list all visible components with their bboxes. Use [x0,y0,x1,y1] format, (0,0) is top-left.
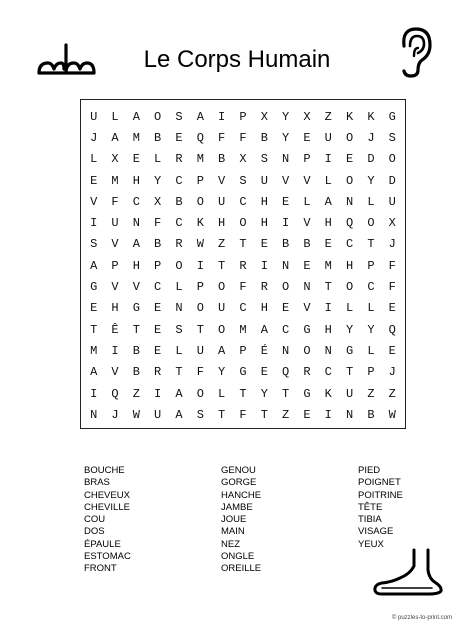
grid-cell: P [111,258,119,273]
grid-cell: Y [218,365,226,380]
grid-cell: F [388,258,396,273]
word-item: COU [84,514,106,526]
grid-cell: T [90,322,98,337]
grid-cell: E [154,322,162,337]
grid-cell: F [111,194,119,209]
grid-cell: N [324,343,332,358]
grid-cell: Y [282,130,290,145]
grid-cell: V [218,173,226,188]
grid-cell: U [154,407,162,422]
grid-cell: H [260,194,268,209]
grid-cell: O [175,258,183,273]
grid-cell: G [303,386,311,401]
grid-cell: B [132,343,140,358]
grid-cell: L [367,194,375,209]
grid-cell: L [346,301,354,316]
grid-cell: C [282,322,290,337]
grid-cell: T [239,386,247,401]
grid-cell: X [111,152,119,167]
grid-cell: I [90,386,98,401]
word-item: TÊTE [358,501,383,513]
grid-cell: O [218,280,226,295]
grid-cell: B [367,407,375,422]
grid-row [83,298,403,319]
grid-cell: V [303,301,311,316]
grid-cell: M [132,130,140,145]
grid-cell: N [303,280,311,295]
word-item: DOS [84,526,105,538]
grid-cell: B [154,237,162,252]
grid-cell: T [260,407,268,422]
grid-cell: U [90,109,98,124]
grid-cell: E [303,258,311,273]
grid-cell: Y [260,386,268,401]
grid-cell: B [154,130,162,145]
word-item: ÉPAULE [84,538,121,550]
grid-row [83,276,403,297]
grid-cell: B [175,194,183,209]
grid-cell: U [346,386,354,401]
grid-cell: S [175,109,183,124]
grid-cell: N [175,301,183,316]
word-item: ESTOMAC [84,551,131,563]
grid-cell: C [239,194,247,209]
grid-cell: V [90,194,98,209]
grid-cell: O [346,130,354,145]
grid-cell: T [218,258,226,273]
grid-cell: O [154,109,162,124]
word-item: CHEVILLE [84,501,130,513]
grid-cell: O [218,322,226,337]
grid-cell: U [260,173,268,188]
grid-cell: E [260,237,268,252]
grid-cell: F [388,280,396,295]
grid-cell: I [218,109,226,124]
grid-cell: L [175,280,183,295]
grid-cell: M [111,173,119,188]
grid-cell: H [324,216,332,231]
grid-row [83,170,403,191]
grid-row [83,234,403,255]
grid-cell: S [260,152,268,167]
grid-cell: I [196,258,204,273]
grid-cell: C [239,301,247,316]
grid-row [83,362,403,383]
word-item: ONGLE [221,551,255,563]
grid-cell: F [239,407,247,422]
grid-cell: L [111,109,119,124]
grid-cell: I [324,301,332,316]
grid-cell: E [90,301,98,316]
grid-row [83,404,403,425]
grid-cell: I [282,216,290,231]
grid-cell: O [346,280,354,295]
grid-cell: A [196,109,204,124]
grid-cell: N [346,194,354,209]
grid-cell: Y [367,322,375,337]
grid-cell: Z [282,407,290,422]
grid-cell: B [260,130,268,145]
grid-cell: E [324,237,332,252]
grid-cell: E [282,301,290,316]
grid-cell: A [111,130,119,145]
grid-cell: B [303,237,311,252]
word-list-column-3 [358,465,403,551]
word-item: BRAS [84,477,110,489]
grid-cell: T [175,365,183,380]
grid-cell: J [111,407,119,422]
word-item: GORGE [221,477,257,489]
grid-cell: A [260,322,268,337]
grid-cell: Q [196,130,204,145]
grid-cell: E [388,301,396,316]
grid-cell: A [132,109,140,124]
grid-cell: X [239,152,247,167]
grid-cell: C [346,237,354,252]
grid-cell: U [196,343,204,358]
grid-cell: P [367,258,375,273]
grid-cell: M [239,322,247,337]
word-item: NEZ [221,538,240,550]
grid-cell: H [111,301,119,316]
grid-cell: X [388,216,396,231]
grid-cell: X [260,109,268,124]
grid-cell: L [218,386,226,401]
lips-icon [36,43,98,79]
grid-cell: S [175,322,183,337]
grid-cell: I [260,258,268,273]
grid-cell: L [324,173,332,188]
grid-cell: S [388,130,396,145]
grid-row [83,191,403,212]
word-item: YEUX [358,538,384,550]
grid-cell: G [239,365,247,380]
grid-cell: G [388,109,396,124]
grid-cell: G [346,343,354,358]
word-item: BOUCHE [84,465,125,476]
grid-cell: Z [367,386,375,401]
grid-cell: M [324,258,332,273]
grid-cell: Y [367,173,375,188]
grid-cell: I [324,152,332,167]
grid-cell: I [90,216,98,231]
grid-cell: E [303,407,311,422]
word-item: PIED [358,465,381,476]
grid-cell: A [324,194,332,209]
grid-cell: T [239,237,247,252]
grid-cell: B [282,237,290,252]
grid-cell: L [367,301,375,316]
grid-cell: V [111,237,119,252]
grid-cell: H [218,216,226,231]
grid-cell: T [346,365,354,380]
word-search-grid [80,99,406,429]
grid-cell: V [111,280,119,295]
grid-cell: L [175,343,183,358]
grid-cell: E [154,343,162,358]
grid-cell: S [239,173,247,188]
grid-cell: F [239,130,247,145]
foot-icon [372,548,444,596]
grid-row [83,212,403,233]
grid-cell: B [132,365,140,380]
grid-cell: H [260,301,268,316]
word-item: VISAGE [358,526,394,538]
word-item: MAIN [221,526,245,538]
grid-cell: N [282,152,290,167]
grid-cell: H [346,258,354,273]
ear-icon [394,26,434,78]
grid-cell: E [132,152,140,167]
grid-cell: V [132,280,140,295]
grid-cell: N [132,216,140,231]
grid-row [83,106,403,127]
grid-cell: D [367,152,375,167]
grid-cell: A [90,258,98,273]
grid-cell: G [132,301,140,316]
grid-cell: Q [388,322,396,337]
grid-cell: J [90,130,98,145]
grid-cell: O [282,280,290,295]
grid-cell: N [90,407,98,422]
grid-cell: I [324,407,332,422]
grid-cell: G [90,280,98,295]
grid-cell: J [388,237,396,252]
grid-cell: C [132,194,140,209]
grid-cell: L [154,152,162,167]
grid-cell: O [367,216,375,231]
grid-cell: T [282,386,290,401]
grid-cell: U [218,194,226,209]
grid-cell: E [303,130,311,145]
grid-cell: U [324,130,332,145]
grid-cell: Z [324,109,332,124]
grid-cell: H [132,173,140,188]
grid-cell: L [367,343,375,358]
grid-cell: O [388,152,396,167]
grid-cell: T [367,237,375,252]
grid-cell: S [90,237,98,252]
grid-cell: M [196,152,204,167]
grid-cell: V [303,173,311,188]
grid-cell: X [303,109,311,124]
grid-cell: R [260,280,268,295]
grid-cell: P [196,173,204,188]
grid-cell: R [175,237,183,252]
grid-cell: F [239,280,247,295]
word-item: POIGNET [358,477,401,489]
grid-cell: A [218,343,226,358]
grid-cell: U [111,216,119,231]
grid-cell: J [367,130,375,145]
grid-cell: A [175,407,183,422]
grid-cell: Q [111,386,119,401]
grid-cell: S [196,407,204,422]
word-list-column-2 [221,465,261,576]
grid-cell: E [90,173,98,188]
grid-cell: Ê [111,322,119,337]
grid-cell: T [196,322,204,337]
grid-cell: E [175,130,183,145]
grid-cell: V [111,365,119,380]
grid-cell: C [175,216,183,231]
grid-cell: R [239,258,247,273]
grid-row [83,127,403,148]
grid-cell: N [282,258,290,273]
grid-cell: E [260,365,268,380]
word-item: TIBIA [358,514,382,526]
grid-cell: W [132,407,140,422]
grid-cell: F [154,216,162,231]
grid-cell: V [282,173,290,188]
grid-cell: P [196,280,204,295]
grid-cell: E [346,152,354,167]
grid-cell: K [196,216,204,231]
grid-cell: O [196,194,204,209]
page-title: Le Corps Humain [143,46,331,73]
grid-cell: E [388,343,396,358]
grid-cell: R [303,365,311,380]
grid-cell: P [367,365,375,380]
grid-cell: K [346,109,354,124]
grid-cell: Q [282,365,290,380]
grid-cell: I [111,343,119,358]
grid-cell: Q [346,216,354,231]
grid-cell: C [154,280,162,295]
grid-cell: Z [388,386,396,401]
grid-cell: P [154,258,162,273]
grid-cell: R [175,152,183,167]
grid-cell: E [282,194,290,209]
grid-cell: A [175,386,183,401]
grid-cell: C [175,173,183,188]
grid-cell: T [324,280,332,295]
word-item: JAMBE [221,501,253,513]
grid-cell: O [303,343,311,358]
grid-cell: A [90,365,98,380]
grid-cell: O [239,216,247,231]
grid-row [83,255,403,276]
grid-cell: B [218,152,226,167]
word-list-column-1 [84,465,131,576]
grid-cell: K [367,109,375,124]
grid-cell: W [388,407,396,422]
grid-row [83,319,403,340]
grid-cell: O [196,386,204,401]
word-item: OREILLE [221,563,262,575]
grid-cell: P [239,109,247,124]
grid-cell: C [324,365,332,380]
grid-cell: T [132,322,140,337]
grid-cell: P [239,343,247,358]
grid-cell: P [303,152,311,167]
grid-cell: F [196,365,204,380]
grid-cell: L [303,194,311,209]
grid-cell: W [196,237,204,252]
word-item: JOUE [221,514,247,526]
word-item: HANCHE [221,489,262,501]
grid-cell: H [132,258,140,273]
grid-cell: E [154,301,162,316]
grid-cell: O [196,301,204,316]
grid-cell: R [154,365,162,380]
grid-cell: É [260,343,268,358]
grid-cell: U [218,301,226,316]
grid-cell: T [218,407,226,422]
word-item: POITRINE [358,489,403,501]
grid-cell: Y [282,109,290,124]
grid-cell: Y [154,173,162,188]
grid-cell: G [303,322,311,337]
grid-cell: K [324,386,332,401]
grid-cell: V [303,216,311,231]
grid-cell: D [388,173,396,188]
grid-cell: A [132,237,140,252]
grid-cell: N [282,343,290,358]
grid-cell: F [218,130,226,145]
grid-cell: X [154,194,162,209]
word-item: CHEVEUX [84,489,130,501]
grid-cell: H [260,216,268,231]
grid-cell: N [346,407,354,422]
footer-credit: © puzzles-to-print.com [391,615,452,621]
grid-cell: Z [218,237,226,252]
grid-row [83,149,403,170]
word-item: GENOU [221,465,256,476]
grid-cell: M [90,343,98,358]
grid-row [83,383,403,404]
grid-cell: I [154,386,162,401]
grid-cell: Y [346,322,354,337]
grid-cell: O [346,173,354,188]
grid-cell: Z [132,386,140,401]
grid-cell: H [324,322,332,337]
word-item: FRONT [84,563,117,575]
grid-cell: C [367,280,375,295]
grid-cell: L [90,152,98,167]
grid-cell: J [388,365,396,380]
grid-row [83,340,403,361]
grid-cell: U [388,194,396,209]
